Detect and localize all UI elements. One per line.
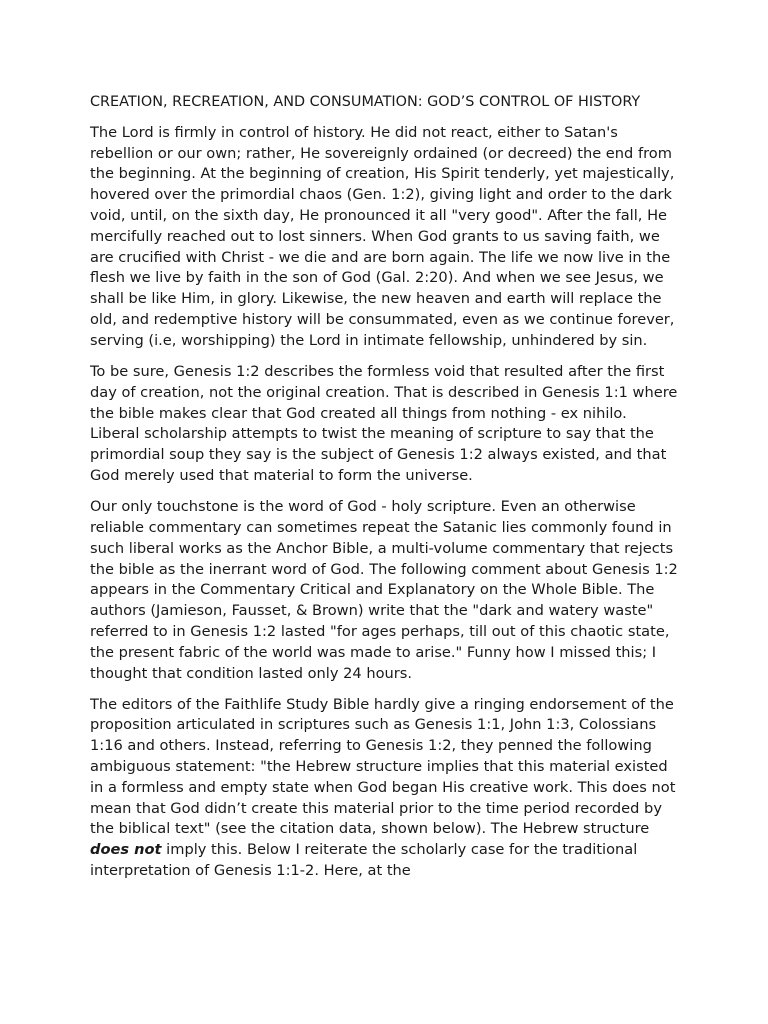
paragraph-4-text-start: The editors of the Faithlife Study Bible hardly give a ringing endorsement of the proposition articulated in scriptures such as Genesis 1:1, John 1:3, Colossians 1:16 and others. Instead, referring to Genesis 1:2, they penned the following ambiguous statement: "the Hebrew structure implies that this material existed in a formless and empty state when God began His creative work. This does not mean that God didn’t create this material prior to the time period recorded by the biblical text" (see the citation data, shown below). The Hebrew structure bbox=[90, 695, 676, 838]
paragraph-2: To be sure, Genesis 1:2 describes the formless void that resulted after the first day of creation, not the original creation. That is described in Genesis 1:1 where the bible makes clear that God created all things from nothing - ex nihilo. Liberal scholarship attempts to twist the meaning of scripture to say that the primordial soup they say is the subject of Genesis 1:2 always existed, and that God merely used that material to form the universe. bbox=[90, 362, 678, 484]
emphasis-does-not: does not bbox=[90, 841, 162, 859]
document-title: CREATION, RECREATION, AND CONSUMATION: GOD’S CONTROL OF HISTORY bbox=[90, 94, 641, 110]
paragraph-4 bbox=[90, 695, 680, 882]
paragraph-4-text-end: imply this. Below I reiterate the scholarly case for the traditional interpretation of Genesis 1:1-2. Here, at the bbox=[90, 841, 638, 880]
document-page bbox=[90, 92, 680, 892]
paragraph-3: Our only touchstone is the word of God - holy scripture. Even an otherwise reliable commentary can sometimes repeat the Satanic lies commonly found in such liberal works as the Anchor Bible, a multi-volume commentary that rejects the bible as the inerrant word of God. The following comment about Genesis 1:2 appears in the Commentary Critical and Explanatory on the Whole Bible. The authors (Jamieson, Fausset, & Brown) write that the "dark and watery waste" referred to in Genesis 1:2 lasted "for ages perhaps, till out of this chaotic state, the present fabric of the world was made to arise." Funny how I missed this; I thought that condition lasted only 24 hours. bbox=[90, 498, 678, 682]
paragraph-1: The Lord is firmly in control of history. He did not react, either to Satan's rebellion or our own; rather, He sovereignly ordained (or decreed) the end from the beginning. At the beginning of creation, His Spirit tenderly, yet majestically, hovered over the primordial chaos (Gen. 1:2), giving light and order to the dark void, until, on the sixth day, He pronounced it all "very good". After the fall, He mercifully reached out to lost sinners. When God grants to us saving faith, we are crucified with Christ - we die and are born again. The life we now live in the flesh we live by faith in the son of God (Gal. 2:20). And when we see Jesus, we shall be like Him, in glory. Likewise, the new heaven and earth will replace the old, and redemptive history will be consummated, even as we continue forever, serving (i.e, worshipping) the Lord in intimate fellowship, unhindered by sin. bbox=[90, 123, 675, 349]
